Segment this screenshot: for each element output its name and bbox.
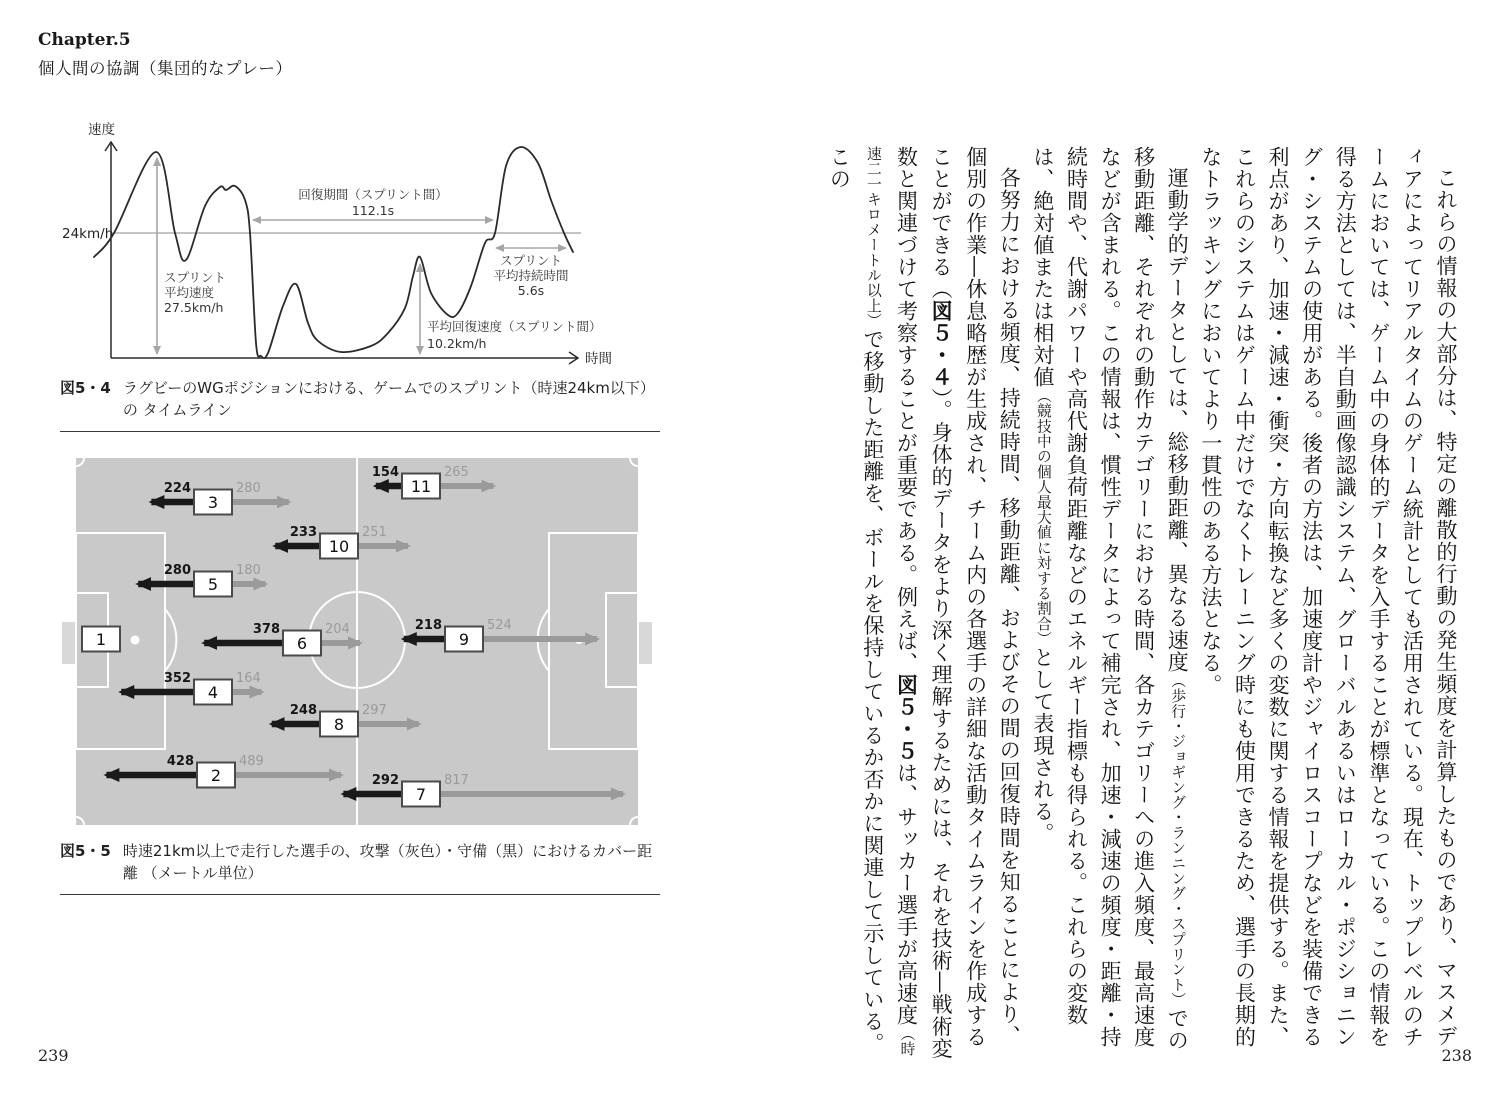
body-segment: 図５・４ (929, 300, 955, 388)
player-number: 1 (95, 630, 107, 649)
figure-5-4-text: ラグビーのWGポジションにおける、ゲームでのスプリント（時速24km以下）の タイムライン (122, 379, 655, 419)
attack-distance-label: 265 (444, 465, 469, 480)
player-number: 7 (415, 785, 427, 804)
chapter-header (38, 30, 292, 79)
figure-5-5-caption (60, 841, 660, 895)
defense-distance-label: 428 (166, 754, 194, 769)
y-axis-label: 速度 (88, 122, 115, 138)
body-segment: （歩行・ジョギング・ランニング・スプリント） (1169, 673, 1187, 1008)
player-number: 4 (207, 683, 219, 702)
chapter-title: 個人間の協調（集団的なプレー） (38, 59, 293, 78)
pitch-diagram (58, 452, 666, 834)
player-number: 6 (296, 634, 308, 653)
attack-distance-label: 204 (325, 622, 350, 637)
defense-distance-label: 248 (289, 703, 317, 718)
player-1 (82, 627, 120, 652)
body-segment: 運動学的データとしては、総移動距離、異なる速度 (1165, 167, 1190, 673)
player-number: 9 (458, 630, 470, 649)
attack-distance-label: 524 (487, 618, 512, 633)
body-paragraph (1025, 146, 1193, 1064)
attack-distance-label: 297 (362, 703, 387, 718)
body-segment: として表現される。 (1030, 646, 1055, 845)
defense-distance-label: 280 (163, 563, 191, 578)
player-number: 8 (333, 715, 345, 734)
chapter-number: Chapter.5 (38, 30, 131, 50)
left-goal (62, 622, 76, 664)
sprint-duration-label: スプリント (499, 253, 563, 268)
figure-5-5-text: 時速21km以上で走行した選手の、攻撃（灰色）・守備（黒）におけるカバー距離 （メートル単位） (122, 842, 653, 882)
sprint-timeline-chart (58, 118, 658, 376)
body-segment: ）。身体的データをより深く理解するためには、それを技術―戦術変数と関連づけて考察することが重要である。例えば、 (894, 146, 954, 1060)
defense-distance-label: 154 (371, 465, 399, 480)
recovery-period-value: 112.1s (351, 203, 395, 218)
defense-distance-label: 378 (252, 622, 280, 637)
page-number-right: 238 (1441, 1046, 1472, 1065)
recovery-avg-speed-label: 平均回復速度（スプリント間） (427, 319, 602, 334)
recovery-avg-speed-value: 10.2km/h (427, 336, 487, 351)
body-paragraph (822, 146, 1026, 1064)
body-segment: 各努力における頻度、持続時間、移動距離、およびその間の回復時間を知ることにより、個別の作業―休息略歴が生成され、チーム内の各選手の詳細な活動タイムラインを作成することができる（ (929, 146, 1022, 1048)
defense-distance-label: 233 (289, 525, 317, 540)
figure-5-4-caption (60, 378, 660, 432)
sprint-duration-label: 平均持続時間 (493, 268, 569, 283)
body-segment: （競技中の個人最大値に対する割合） (1034, 388, 1052, 647)
attack-distance-label: 251 (362, 525, 387, 540)
body-segment: これらの情報の大部分は、特定の離散的行動の発生頻度を計算したものであり、マスメディアによってリアルタイムのゲーム統計としても活用されている。現在、トップレベルのチームにおいては、ゲーム中の身体的データを入手することが標準となっている。この情報を得る方法としては、半自動画像認識システム、グローバルあるいはローカル・ポジショニング・システムの使用がある。後者の方法は、加速度計やジャイロスコープなどを装備できる利点があり、加速・減速・衝突・方向転換など多くの変数に関する情報を提供する。また、これらのシステムはゲーム中だけでなくトレーニング時にも使用できるため、選手の長期的なトラッキングにおいてより一貫性のある方法となる。 (1198, 146, 1458, 1048)
figure-5-4-label: 図5・4 (60, 379, 111, 397)
player-number: 11 (410, 477, 432, 496)
player-number: 10 (328, 537, 350, 556)
sprint-duration-value: 5.6s (517, 283, 545, 298)
page-number-left: 239 (38, 1046, 69, 1065)
sprint-avg-speed-value: 27.5km/h (164, 300, 224, 315)
body-segment: 図５・５ (894, 674, 920, 762)
right-goal (638, 622, 652, 664)
body-segment: （時速二一キロメートル以上） (864, 146, 916, 1057)
attack-distance-label: 280 (236, 481, 261, 496)
sprint-avg-speed-label: 平均速度 (164, 285, 215, 300)
body-segment: は、サッカー選手が高速度 (894, 762, 919, 1026)
threshold-label: 24km/h (62, 226, 114, 242)
x-axis-label: 時間 (585, 351, 612, 367)
body-segment: での移動距離、それぞれの動作カテゴリーにおける時間、各カテゴリーへの進入頻度、最高速度などが含まれる。この情報は、慣性データによって補完され、加速・減速の頻度・距離・持続時間や、代謝パワーや高代謝負荷距離などのエネルギー指標も得られる。これらの変数は、絶対値または相対値 (1030, 146, 1190, 1052)
figure-5-5-label: 図5・5 (60, 842, 111, 860)
attack-distance-label: 817 (444, 773, 469, 788)
player-number: 5 (207, 575, 219, 594)
defense-distance-label: 352 (163, 671, 191, 686)
attack-distance-label: 164 (236, 671, 261, 686)
player-number: 2 (210, 766, 222, 785)
body-paragraph (1193, 146, 1462, 1064)
recovery-period-label: 回復期間（スプリント間） (298, 187, 448, 202)
player-number: 3 (207, 493, 219, 512)
attack-distance-label: 180 (236, 563, 261, 578)
defense-distance-label: 292 (371, 773, 399, 788)
attack-distance-label: 489 (239, 754, 264, 769)
body-segment: で移動した距離を、ボールを保持しているか否かに関連して示している。この (827, 146, 885, 1055)
defense-distance-label: 218 (414, 618, 442, 633)
body-text (822, 146, 1462, 1064)
defense-distance-label: 224 (163, 481, 191, 496)
sprint-avg-speed-label: スプリント (164, 270, 227, 285)
